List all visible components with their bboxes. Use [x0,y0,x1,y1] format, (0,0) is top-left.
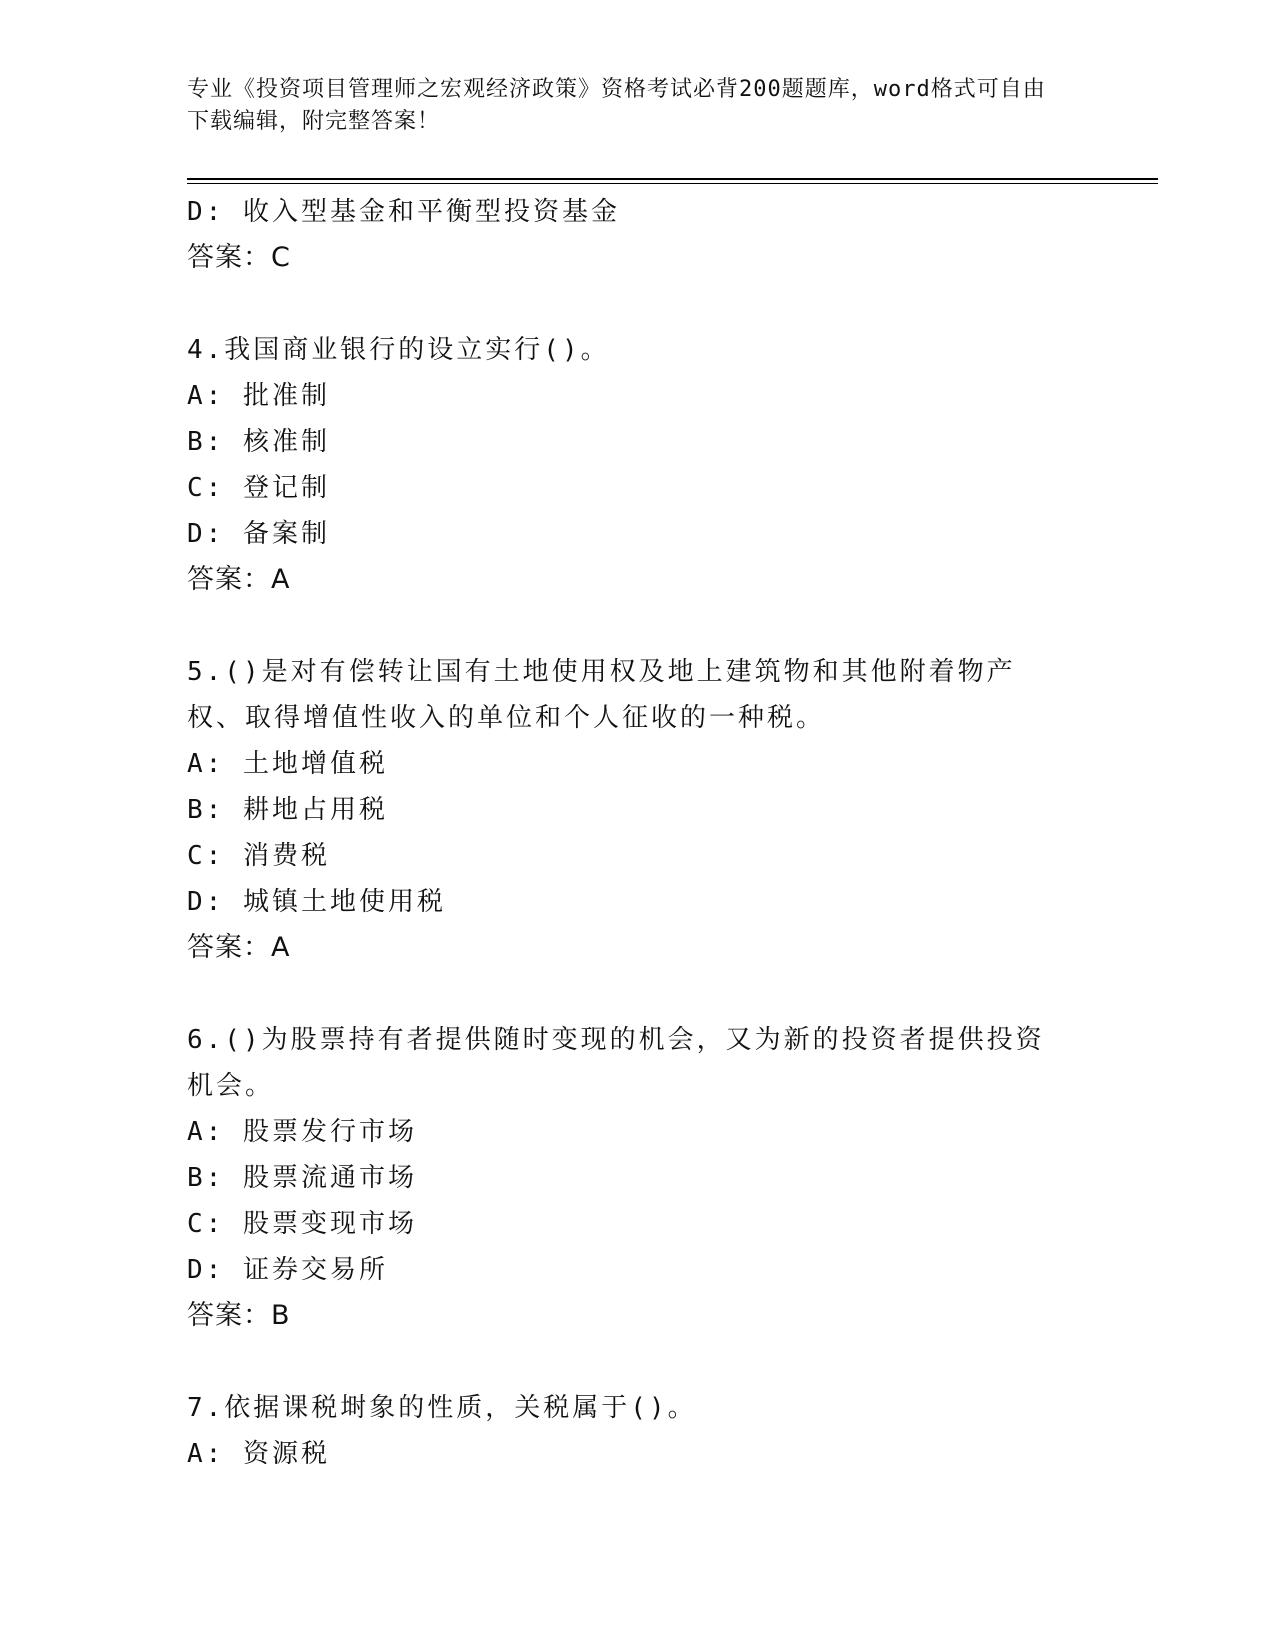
header-rule-thin [187,183,1158,184]
q5-option-b: B: 耕地占用税 [187,795,388,825]
spacer [187,1339,1067,1385]
document-header: 专业《投资项目管理师之宏观经济政策》资格考试必背200题题库，word格式可自由下载编辑，附完整答案！ [187,77,1046,134]
q7-text: 7.依据课税埘象的性质，关税属于()。 [187,1393,697,1423]
q6-option-b: B: 股票流通市场 [187,1163,417,1193]
q4-option-b: B: 核准制 [187,427,330,457]
spacer [187,603,1067,649]
q4-text: 4.我国商业银行的设立实行()。 [187,335,610,365]
q7-option-a: A: 资源税 [187,1439,330,1469]
q6-text: 6.()为股票持有者提供随时变现的机会，又为新的投资者提供投资机会。 [187,1025,1045,1101]
q5-text: 5.()是对有偿转让国有土地使用权及地上建筑物和其他附着物产权、取得增值性收入的单位和个人征收的一种税。 [187,657,1016,733]
q6-answer: 答案：B [187,1300,291,1331]
q3-option-d: D: 收入型基金和平衡型投资基金 [187,197,620,227]
document-body [187,189,1067,1477]
spacer [187,281,1067,327]
q4-option-d: D: 备案制 [187,519,330,549]
q3-answer: 答案：C [187,242,291,273]
q5-answer: 答案：A [187,932,291,963]
header-rule-thick [187,178,1158,180]
spacer [187,971,1067,1017]
q4-option-a: A: 批准制 [187,381,330,411]
q6-option-c: C: 股票变现市场 [187,1209,417,1239]
q6-option-a: A: 股票发行市场 [187,1117,417,1147]
q6-option-d: D: 证券交易所 [187,1255,388,1285]
q5-option-d: D: 城镇土地使用税 [187,887,446,917]
q5-option-c: C: 消费税 [187,841,330,871]
q5-option-a: A: 土地增值税 [187,749,388,779]
q4-answer: 答案：A [187,564,291,595]
q4-option-c: C: 登记制 [187,473,330,503]
